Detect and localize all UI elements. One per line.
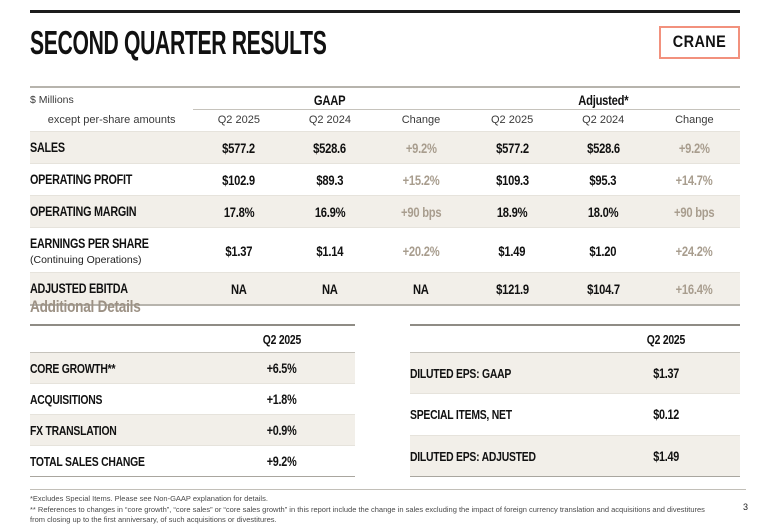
metric-value: +1.8% — [267, 392, 297, 407]
col-header-gaap-q2-2025: Q2 2025 — [217, 114, 260, 126]
row-label: SALES — [30, 140, 65, 155]
metric-value: $89.3 — [316, 172, 344, 188]
group-header-row — [30, 87, 740, 110]
row-label: DILUTED EPS: ADJUSTED — [410, 448, 536, 464]
change-value: +90 bps — [400, 204, 442, 220]
units-label-line2: except per-share amounts — [47, 113, 176, 126]
change-value: +24.2% — [675, 242, 713, 259]
table-row-diluted-eps-gaap — [410, 353, 740, 394]
col-header-adj-q2-2024: Q2 2024 — [582, 114, 625, 126]
metric-value: $95.3 — [589, 172, 617, 188]
metric-value: $577.2 — [222, 140, 256, 156]
metric-value: +6.5% — [267, 361, 297, 376]
change-value: +90 bps — [674, 204, 715, 220]
metric-value: NA — [413, 281, 429, 297]
metric-value: 16.9% — [314, 204, 346, 220]
table-row-fx-translation — [30, 415, 355, 446]
footnotes-section — [30, 489, 746, 525]
table-row-operating-profit — [30, 164, 740, 196]
additional-details-section — [30, 324, 740, 477]
table-row-acquisitions — [30, 384, 355, 415]
col-header-gaap-q2-2024: Q2 2024 — [308, 114, 352, 126]
metric-value: NA — [322, 281, 338, 297]
metric-value: $102.9 — [222, 172, 256, 188]
eps-bridge-table — [410, 324, 740, 477]
metric-value: $1.37 — [652, 366, 679, 382]
col-header-adj-q2-2025: Q2 2025 — [490, 114, 534, 126]
metric-value: $528.6 — [313, 140, 347, 156]
page-number: 3 — [742, 502, 748, 512]
table-row-core-growth — [30, 353, 355, 384]
metric-value: $121.9 — [495, 281, 529, 297]
footnote-2: ** References to changes in “core growth”, “core sales” or “core sales growth” in this report include the change in sales excluding the impact of foreign currency translation and acquisitions and divestitures from closing up to the first anniversary, of such acquisitions or divestitures. — [30, 504, 705, 524]
row-label: EARNINGS PER SHARE — [30, 236, 149, 251]
table-row-special-items-net — [410, 394, 740, 435]
metric-value: $1.37 — [225, 242, 253, 259]
metric-value: 18.9% — [496, 204, 528, 220]
row-label: TOTAL SALES CHANGE — [30, 454, 145, 469]
footnote-1: *Excludes Special Items. Please see Non-GAAP explanation for details. — [30, 494, 268, 503]
col-header-q2-2025: Q2 2025 — [592, 325, 741, 353]
metric-value: $577.2 — [495, 140, 529, 156]
additional-details-heading: Additional Details — [30, 297, 141, 316]
table-row-earnings-per-share — [30, 228, 740, 273]
table-row-total-sales-change — [30, 446, 355, 477]
table-row-operating-margin — [30, 196, 740, 228]
page-title: SECOND QUARTER RESULTS — [30, 23, 327, 61]
metric-value: $1.20 — [589, 242, 617, 259]
col-header-adj-change: Change — [675, 114, 714, 126]
row-label: CORE GROWTH** — [30, 361, 116, 376]
row-label: OPERATING PROFIT — [30, 172, 133, 187]
change-value: +16.4% — [675, 281, 713, 297]
metric-value: 18.0% — [587, 204, 619, 220]
change-value: +9.2% — [405, 140, 437, 156]
adjusted-group-header: Adjusted* — [467, 87, 740, 110]
sales-bridge-table — [30, 324, 355, 477]
table-row-sales — [30, 132, 740, 164]
change-value: +9.2% — [678, 140, 710, 156]
metric-value: +9.2% — [267, 454, 297, 469]
metric-value: $1.49 — [652, 448, 679, 464]
column-header-row — [30, 110, 740, 132]
top-divider-rule — [30, 10, 740, 13]
metric-value: $1.49 — [498, 242, 526, 259]
units-label-line1: $ Millions — [30, 87, 193, 110]
row-label: FX TRANSLATION — [30, 423, 117, 438]
metric-value: +0.9% — [267, 423, 297, 438]
detail-header-row — [30, 325, 355, 353]
col-header-q2-2025: Q2 2025 — [209, 325, 355, 353]
crane-logo-text: CRANE — [672, 31, 727, 51]
row-label: DILUTED EPS: GAAP — [410, 366, 512, 382]
detail-header-row — [410, 325, 740, 353]
metric-value: NA — [230, 281, 247, 297]
row-label: OPERATING MARGIN — [30, 204, 137, 219]
metric-value: $104.7 — [586, 281, 620, 297]
empty-header-cell — [30, 325, 209, 353]
main-results-table — [30, 86, 740, 306]
metric-value: $109.3 — [495, 172, 529, 188]
metric-value: 17.8% — [223, 204, 255, 220]
metric-value: $0.12 — [652, 407, 679, 423]
change-value: +15.2% — [402, 172, 440, 188]
empty-header-cell — [410, 325, 592, 353]
crane-logo — [659, 26, 740, 59]
metric-value: $1.14 — [316, 242, 344, 259]
change-value: +20.2% — [402, 242, 440, 259]
change-value: +14.7% — [675, 172, 713, 188]
metric-value: $528.6 — [586, 140, 620, 156]
row-label: SPECIAL ITEMS, NET — [410, 407, 512, 423]
row-label: ACQUISITIONS — [30, 392, 103, 407]
slide-header — [30, 22, 740, 62]
table-row-diluted-eps-adjusted — [410, 435, 740, 476]
row-label: ADJUSTED EBITDA — [30, 281, 128, 296]
col-header-gaap-change: Change — [401, 114, 441, 126]
row-sublabel: (Continuing Operations) — [30, 254, 142, 266]
gaap-group-header: GAAP — [193, 87, 466, 110]
